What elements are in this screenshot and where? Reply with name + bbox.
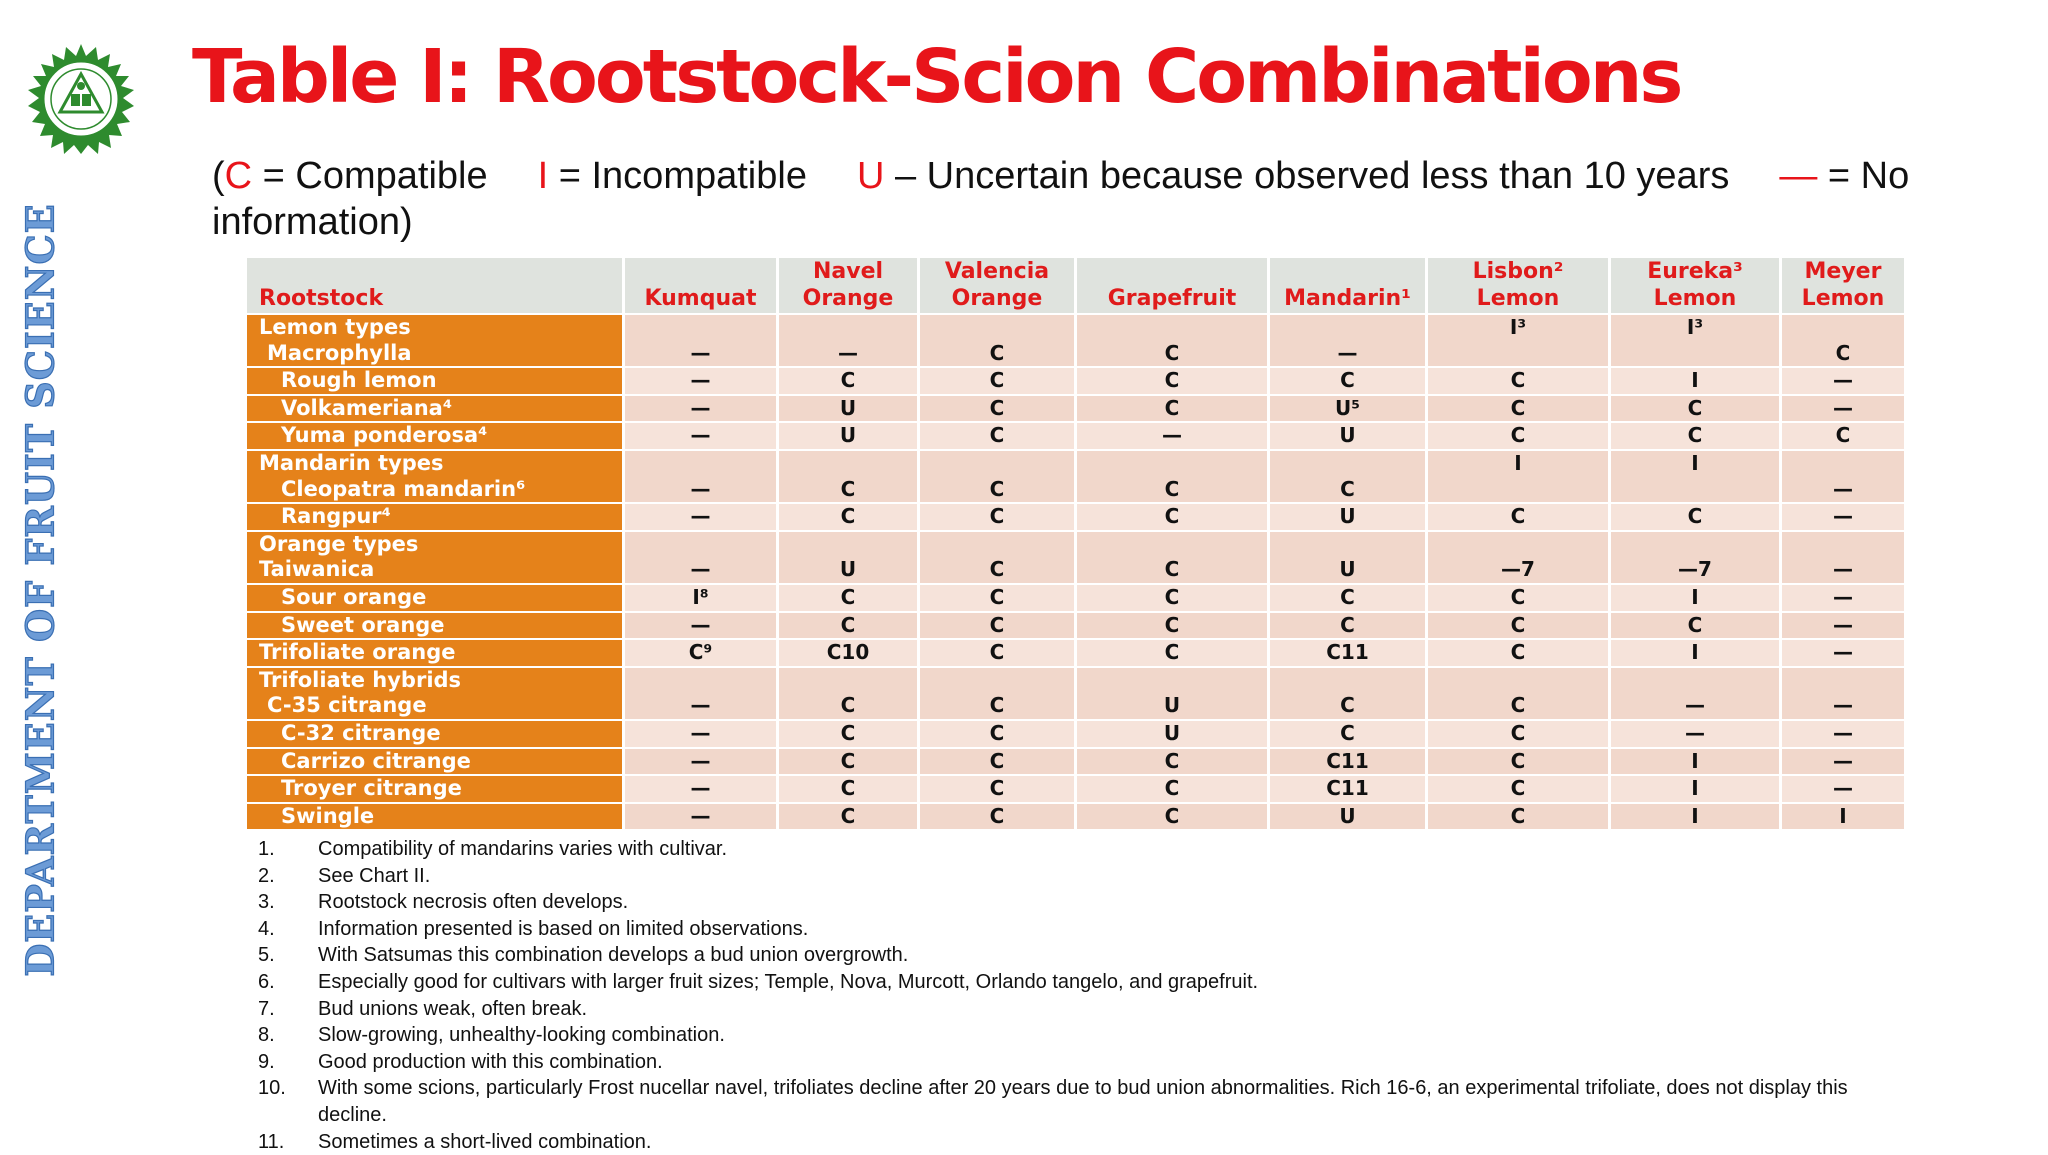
compatibility-cell: —7: [1427, 531, 1610, 584]
footnote-text: With Satsumas this combination develops a bud union overgrowth.: [318, 944, 909, 967]
table-row: [246, 503, 1906, 531]
table-row: [246, 395, 1906, 423]
compatibility-cell: C: [919, 720, 1076, 748]
legend-dash: —: [1779, 155, 1818, 197]
footnote-number: 11.: [258, 1130, 285, 1153]
legend-dash-text: = No information): [212, 155, 1910, 243]
compatibility-cell: C: [1427, 667, 1610, 720]
compatibility-cell: C: [1610, 395, 1781, 423]
footnote-item: [258, 1129, 1898, 1155]
compatibility-cell: —: [1781, 450, 1906, 503]
compatibility-cell: C: [778, 720, 919, 748]
column-header-line1: [1077, 258, 1267, 285]
rootstock-cell: [246, 720, 624, 748]
rootstock-cell: [246, 775, 624, 803]
column-header: [1781, 258, 1906, 314]
column-header-line2: Grapefruit: [1107, 286, 1237, 311]
compatibility-cell: C: [778, 748, 919, 776]
rootstock-label: Carrizo citrange: [281, 748, 471, 773]
table-row: [246, 531, 1906, 584]
rootstock-table: [244, 258, 1904, 831]
compatibility-cell: C: [1269, 720, 1427, 748]
compatibility-cell: C: [778, 612, 919, 640]
compatibility-cell: C: [1269, 667, 1427, 720]
compatibility-cell: I: [1610, 748, 1781, 776]
column-header: [246, 258, 624, 314]
compatibility-cell: C: [1427, 775, 1610, 803]
compatibility-cell: C: [1427, 395, 1610, 423]
footnote-text: Rootstock necrosis often develops.: [318, 891, 629, 914]
column-header-line1: [625, 258, 776, 285]
rootstock-label: Rangpur⁴: [281, 504, 391, 529]
compatibility-cell: C: [1076, 503, 1269, 531]
compatibility-cell: C⁹: [624, 639, 778, 667]
column-header-line1: Eureka³: [1647, 259, 1743, 284]
compatibility-cell: —: [1781, 395, 1906, 423]
footnote-text: Especially good for cultivars with larger fruit sizes; Temple, Nova, Murcott, Orlando tangelo, and grapefruit.: [318, 970, 1259, 993]
compatibility-cell: U: [1269, 503, 1427, 531]
table-row: [246, 314, 1906, 367]
compatibility-cell: C: [919, 612, 1076, 640]
rootstock-label: Cleopatra mandarin⁶: [281, 476, 526, 501]
table-row: [246, 639, 1906, 667]
footnote-number: 10.: [258, 1077, 286, 1100]
rootstock-group-label: Trifoliate hybrids: [259, 667, 462, 692]
rootstock-cell: [246, 367, 624, 395]
compatibility-cell: C: [919, 667, 1076, 720]
rootstock-label: Sweet orange: [281, 612, 445, 637]
footnote-number: 3.: [258, 891, 275, 914]
column-header-line1: Lisbon²: [1472, 259, 1564, 284]
rootstock-cell: [246, 639, 624, 667]
compatibility-cell: I: [1610, 367, 1781, 395]
rootstock-cell: [246, 422, 624, 450]
compatibility-cell: C: [1427, 584, 1610, 612]
compatibility-cell: C: [1610, 503, 1781, 531]
footnote-number: 9.: [258, 1050, 275, 1073]
rootstock-label: C-32 citrange: [281, 720, 441, 745]
footnote-text: Bud unions weak, often break.: [318, 997, 588, 1020]
compatibility-cell: —: [624, 367, 778, 395]
rootstock-cell: [246, 748, 624, 776]
rootstock-cell: [246, 667, 624, 720]
compatibility-cell: U: [778, 395, 919, 423]
compatibility-cell: —: [1781, 584, 1906, 612]
compatibility-cell: I: [1427, 450, 1610, 503]
footnote-item: [258, 1075, 1898, 1128]
column-header-line1: Navel: [812, 259, 884, 284]
compatibility-cell: —: [624, 450, 778, 503]
legend-c-text: = Compatible: [252, 155, 488, 197]
rootstock-label: Volkameriana⁴: [281, 395, 453, 420]
footnote-number: 5.: [258, 944, 275, 967]
table-row: [246, 367, 1906, 395]
rootstock-label: Swingle: [281, 803, 375, 828]
legend-i-text: = Incompatible: [548, 155, 807, 197]
compatibility-cell: C: [1076, 367, 1269, 395]
university-seal-icon: [26, 44, 136, 154]
rootstock-cell: [246, 803, 624, 831]
footnote-text: Good production with this combination.: [318, 1050, 663, 1073]
rootstock-label: Macrophylla: [267, 340, 412, 365]
footnote-item: [258, 863, 1898, 890]
footnote-text: Slow-growing, unhealthy-looking combination.: [318, 1024, 725, 1047]
compatibility-cell: C: [1427, 748, 1610, 776]
compatibility-cell: —7: [1610, 531, 1781, 584]
footnote-text: Compatibility of mandarins varies with cultivar.: [318, 838, 728, 860]
rootstock-label: Trifoliate orange: [259, 640, 456, 665]
compatibility-cell: C10: [778, 639, 919, 667]
compatibility-cell: C: [1076, 531, 1269, 584]
compatibility-cell: I: [1610, 803, 1781, 831]
column-header-line2: Orange: [802, 286, 894, 311]
compatibility-cell: —: [624, 775, 778, 803]
compatibility-cell: C: [1427, 503, 1610, 531]
compatibility-cell: U: [778, 531, 919, 584]
table-row: [246, 803, 1906, 831]
compatibility-cell: C: [1269, 450, 1427, 503]
compatibility-cell: C11: [1269, 748, 1427, 776]
column-header-line1: [1270, 258, 1425, 285]
compatibility-cell: I⁸: [624, 584, 778, 612]
compatibility-cell: C: [1427, 803, 1610, 831]
compatibility-cell: —: [1781, 720, 1906, 748]
rootstock-group-label: Orange types: [259, 531, 419, 556]
rootstock-cell: [246, 584, 624, 612]
compatibility-cell: C: [919, 639, 1076, 667]
compatibility-cell: —: [624, 531, 778, 584]
compatibility-cell: —: [1269, 314, 1427, 367]
compatibility-cell: U: [1076, 720, 1269, 748]
compatibility-cell: —: [1076, 422, 1269, 450]
compatibility-cell: C11: [1269, 775, 1427, 803]
compatibility-cell: C: [1269, 612, 1427, 640]
compatibility-cell: —: [1781, 639, 1906, 667]
compatibility-cell: C: [1076, 314, 1269, 367]
compatibility-cell: —: [778, 314, 919, 367]
compatibility-cell: I: [1610, 775, 1781, 803]
column-header: [1427, 258, 1610, 314]
table-row: [246, 584, 1906, 612]
footnote-item: [258, 942, 1898, 969]
rootstock-label: Yuma ponderosa⁴: [281, 423, 488, 448]
compatibility-cell: —: [624, 612, 778, 640]
footnote-number: 7.: [258, 997, 275, 1020]
compatibility-cell: U: [1269, 531, 1427, 584]
compatibility-cell: C: [919, 367, 1076, 395]
compatibility-cell: —: [1610, 667, 1781, 720]
compatibility-cell: C: [919, 748, 1076, 776]
compatibility-cell: —: [1781, 775, 1906, 803]
compatibility-cell: C: [1076, 450, 1269, 503]
column-header: [624, 258, 778, 314]
compatibility-cell: I: [1610, 584, 1781, 612]
compatibility-cell: U⁵: [1269, 395, 1427, 423]
table-row: [246, 450, 1906, 503]
compatibility-cell: I³: [1610, 314, 1781, 367]
compatibility-cell: I: [1781, 803, 1906, 831]
compatibility-cell: C: [1076, 639, 1269, 667]
compatibility-cell: C: [1610, 612, 1781, 640]
compatibility-cell: C11: [1269, 639, 1427, 667]
compatibility-cell: —: [1781, 503, 1906, 531]
page-title: Table I: Rootstock-Scion Combinations: [192, 34, 1681, 120]
footnote-text: Sometimes a short-lived combination.: [318, 1130, 652, 1153]
compatibility-cell: C: [1427, 639, 1610, 667]
rootstock-cell: [246, 395, 624, 423]
footnotes: [258, 836, 1898, 1155]
compatibility-cell: —: [624, 314, 778, 367]
compatibility-cell: C: [1076, 803, 1269, 831]
column-header-line2: Kumquat: [644, 286, 757, 311]
compatibility-cell: —: [624, 395, 778, 423]
compatibility-cell: C: [1269, 584, 1427, 612]
footnote-item: [258, 996, 1898, 1023]
compatibility-cell: C: [778, 503, 919, 531]
footnote-text: See Chart II.: [318, 864, 431, 887]
footnote-number: 4.: [258, 917, 275, 940]
compatibility-cell: —: [1781, 367, 1906, 395]
compatibility-cell: C: [919, 395, 1076, 423]
compatibility-cell: C: [778, 367, 919, 395]
rootstock-cell: [246, 314, 624, 367]
rootstock-group-label: Mandarin types: [259, 450, 444, 475]
compatibility-cell: —: [624, 720, 778, 748]
column-header-line2: Orange: [951, 286, 1043, 311]
rootstock-label: Troyer citrange: [281, 776, 462, 801]
rootstock-cell: [246, 612, 624, 640]
compatibility-cell: C: [919, 314, 1076, 367]
compatibility-cell: C: [919, 531, 1076, 584]
compatibility-cell: —: [1781, 667, 1906, 720]
footnote-text: Information presented is based on limited observations.: [318, 917, 809, 940]
column-header-line2: Mandarin¹: [1284, 286, 1411, 311]
compatibility-cell: I³: [1427, 314, 1610, 367]
compatibility-cell: C: [778, 450, 919, 503]
column-header: [1610, 258, 1781, 314]
footnote-item: [258, 1049, 1898, 1076]
table-row: [246, 612, 1906, 640]
compatibility-cell: —: [624, 748, 778, 776]
compatibility-cell: —: [1781, 531, 1906, 584]
compatibility-cell: C: [1269, 367, 1427, 395]
footnote-number: 2.: [258, 864, 275, 887]
rootstock-label: Sour orange: [281, 584, 427, 609]
footnote-item: [258, 889, 1898, 916]
column-header-line2: Lemon: [1476, 286, 1560, 311]
compatibility-cell: —: [624, 503, 778, 531]
table-header-row: [246, 258, 1906, 314]
compatibility-cell: C: [1427, 422, 1610, 450]
rootstock-cell: [246, 450, 624, 503]
column-header: [1076, 258, 1269, 314]
legend: [212, 153, 1912, 245]
footnote-text: With some scions, particularly Frost nucellar navel, trifoliates decline after 20 years due to bud union abnormalities. Rich 16-6, an experimental trifoliate, does not display this decline.: [318, 1077, 1848, 1126]
footnote-item: [258, 916, 1898, 943]
compatibility-cell: C: [1076, 395, 1269, 423]
compatibility-cell: C: [778, 803, 919, 831]
compatibility-cell: —: [1610, 720, 1781, 748]
compatibility-cell: C: [778, 584, 919, 612]
legend-u-letter: U: [856, 155, 885, 197]
column-header-line1: Meyer: [1804, 259, 1882, 284]
column-header-line2: Rootstock: [259, 286, 384, 311]
footnote-number: 6.: [258, 970, 275, 993]
compatibility-cell: C: [919, 775, 1076, 803]
legend-open: (: [212, 155, 225, 197]
compatibility-cell: C: [919, 503, 1076, 531]
compatibility-cell: C: [1610, 422, 1781, 450]
table-row: [246, 775, 1906, 803]
rootstock-cell: [246, 531, 624, 584]
compatibility-cell: C: [1076, 775, 1269, 803]
table-row: [246, 667, 1906, 720]
legend-c-letter: C: [224, 155, 253, 197]
column-header: [778, 258, 919, 314]
compatibility-cell: —: [624, 422, 778, 450]
table-row: [246, 720, 1906, 748]
column-header-line1: Valencia: [944, 259, 1050, 284]
compatibility-cell: —: [624, 667, 778, 720]
compatibility-cell: I: [1610, 639, 1781, 667]
table-row: [246, 422, 1906, 450]
rootstock-cell: [246, 503, 624, 531]
compatibility-cell: C: [778, 667, 919, 720]
footnote-item: [258, 1022, 1898, 1049]
compatibility-cell: C: [1076, 748, 1269, 776]
table-row: [246, 748, 1906, 776]
rootstock-label: Taiwanica: [259, 557, 375, 582]
footnote-number: 8.: [258, 1024, 275, 1047]
compatibility-cell: —: [1781, 748, 1906, 776]
compatibility-cell: U: [1269, 422, 1427, 450]
compatibility-cell: C: [1076, 612, 1269, 640]
footnote-item: [258, 969, 1898, 996]
footnote-item: [258, 836, 1898, 863]
compatibility-cell: C: [778, 775, 919, 803]
compatibility-cell: U: [1076, 667, 1269, 720]
compatibility-cell: C: [919, 803, 1076, 831]
legend-u-text: – Uncertain because observed less than 10 years: [884, 155, 1730, 197]
compatibility-cell: C: [1427, 612, 1610, 640]
column-header-line2: Lemon: [1801, 286, 1885, 311]
compatibility-cell: C: [919, 422, 1076, 450]
compatibility-cell: —: [624, 803, 778, 831]
compatibility-cell: U: [1269, 803, 1427, 831]
compatibility-cell: C: [1427, 720, 1610, 748]
legend-i-letter: I: [537, 155, 549, 197]
compatibility-cell: C: [1427, 367, 1610, 395]
rootstock-group-label: Lemon types: [259, 315, 411, 339]
column-header: [919, 258, 1076, 314]
compatibility-cell: —: [1781, 612, 1906, 640]
column-header: [1269, 258, 1427, 314]
column-header-line1: [259, 258, 622, 285]
compatibility-cell: C: [1781, 314, 1906, 367]
compatibility-cell: C: [1781, 422, 1906, 450]
footnote-number: 1.: [258, 838, 275, 860]
department-label-text: DEPARTMENT OF FRUIT SCIENCE: [17, 203, 63, 977]
compatibility-cell: C: [919, 450, 1076, 503]
compatibility-cell: I: [1610, 450, 1781, 503]
compatibility-cell: C: [1076, 584, 1269, 612]
rootstock-label: Rough lemon: [281, 368, 437, 393]
compatibility-cell: C: [919, 584, 1076, 612]
rootstock-label: C-35 citrange: [267, 693, 427, 718]
column-header-line2: Lemon: [1653, 286, 1737, 311]
compatibility-cell: U: [778, 422, 919, 450]
